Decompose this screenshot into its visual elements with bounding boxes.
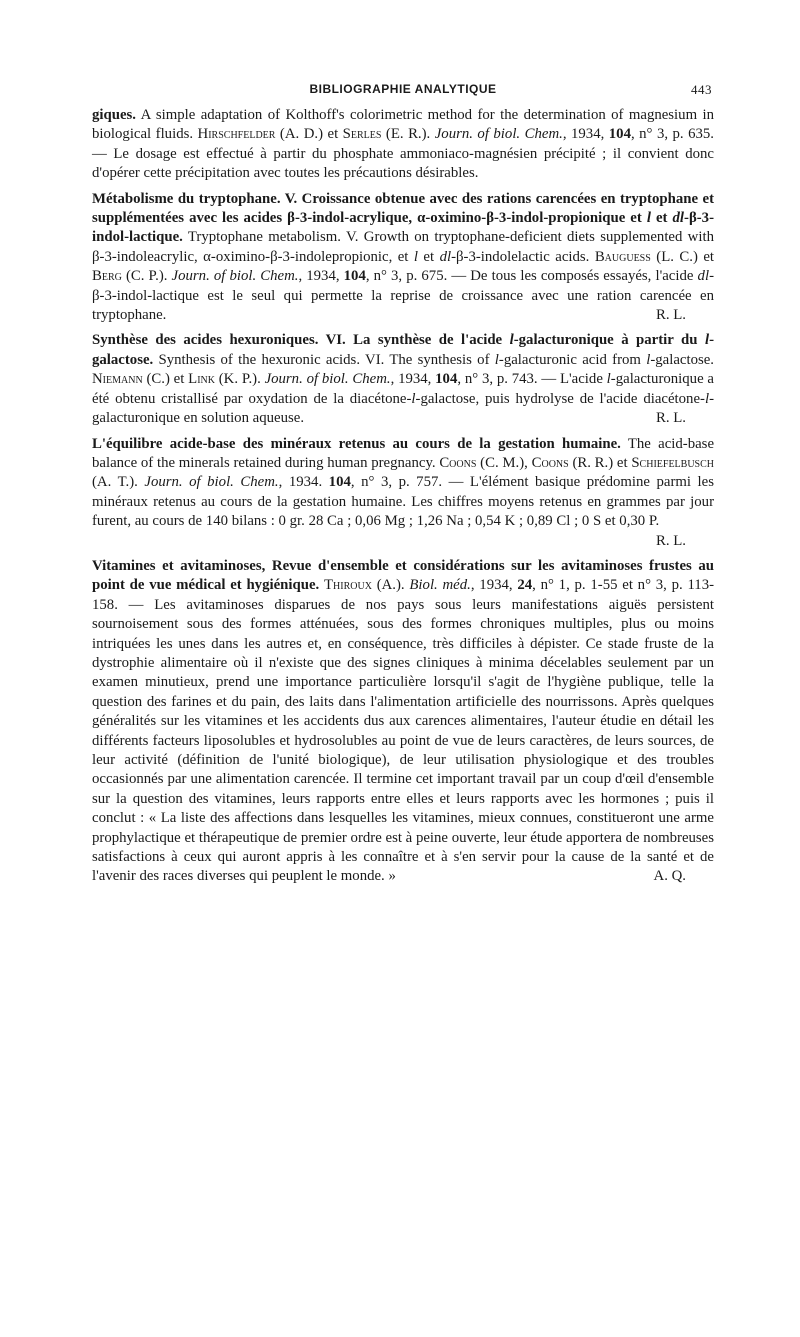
bibliography-entries xyxy=(92,106,714,887)
entry-title-segment: 24 xyxy=(517,577,533,594)
bibliography-entry xyxy=(92,106,714,184)
entry-text-segment: , 1934. xyxy=(278,474,329,491)
entry-signature: R. L. xyxy=(655,532,686,549)
entry-title-segment: Vitamines et avitaminoses, Revue d'ensemble et considérations sur les avitaminoses frustes au point de vue médical et hygiénique. xyxy=(92,557,714,594)
journal-name: l xyxy=(646,351,651,368)
entry-text-segment: Tryptophane metabolism. V. Growth on tryptophane-deficient diets supplemented with β-3-indoleacrylic, α-oximino-β-3-indolepropionic, et xyxy=(92,229,714,265)
author-name: Thiroux xyxy=(324,577,372,594)
journal-name: dl xyxy=(697,268,710,285)
running-header xyxy=(92,82,714,106)
page xyxy=(92,82,714,893)
entry-title-segment: 104 xyxy=(435,371,458,388)
entry-text-segment: et xyxy=(417,248,440,265)
author-name: Link xyxy=(188,371,215,388)
entry-title-segment: et xyxy=(650,210,673,227)
entry-text-segment: (L. C.) et xyxy=(650,248,714,265)
entry-text-segment: , n° 3, p. 675. — De tous les composés essayés, l'acide xyxy=(365,268,698,285)
author-name: Coons xyxy=(439,454,477,471)
entry-signature: R. L. xyxy=(655,307,686,324)
entry-title-segment: L'équilibre acide-base des minéraux retenus au cours de la gestation humaine. xyxy=(92,435,621,452)
journal-name: Journ. of biol. Chem. xyxy=(171,268,299,285)
entry-text-segment: Synthesis of the hexuronic acids. VI. The synthesis of xyxy=(153,351,495,368)
entry-text-segment: (C. M.), xyxy=(476,454,532,471)
author-name: Hirschfelder xyxy=(197,126,276,143)
entry-title-segment: l xyxy=(704,332,710,349)
page-number: 443 xyxy=(691,82,712,97)
entry-text-segment: , n° 3, p. 635. — Le dosage est effectué à partir du phosphate ammoniaco-magnésien précipité ; il convient donc d'opérer cette précipitation avec toutes les précautions désirables. xyxy=(92,126,714,182)
entry-text-segment: -β-3-indol-lactique est le seul qui permette la reprise de croissance avec une ration carencée en tryptophane. xyxy=(92,268,714,324)
entry-text-segment: , 1934, xyxy=(390,371,436,388)
entry-text-segment: -galactose. xyxy=(650,351,715,368)
journal-name: Journ. of biol. Chem. xyxy=(144,474,279,491)
bibliography-entry xyxy=(92,557,714,887)
entry-text-segment: , 1934, xyxy=(470,577,518,594)
entry-text-segment: , 1934, xyxy=(298,268,344,285)
entry-text-segment: , n° 3, p. 743. — L'acide xyxy=(457,371,607,388)
entry-title-segment: Synthèse des acides hexuroniques. VI. La synthèse de l'acide xyxy=(92,332,510,349)
header-title: BIBLIOGRAPHIE ANALYTIQUE xyxy=(309,82,497,96)
journal-name: l xyxy=(704,390,710,407)
entry-text-segment: -galacturonic acid from xyxy=(498,351,647,368)
entry-text-segment: (C.) et xyxy=(142,371,189,388)
entry-text-segment: (A. T.). xyxy=(92,474,145,491)
entry-title-segment: -β-3-indol-lactique. xyxy=(92,210,714,246)
entry-signature: R. L. xyxy=(655,410,686,427)
author-name: Bauguess xyxy=(594,248,651,265)
author-name: Berg xyxy=(92,268,122,285)
author-name: Serles xyxy=(342,126,382,143)
entry-text-segment: (K. P.). xyxy=(214,371,265,388)
entry-title-segment: l xyxy=(509,332,514,349)
bibliography-entry xyxy=(92,435,714,551)
journal-name: l xyxy=(413,248,418,265)
entry-text-segment: -β-3-indolelactic acids. xyxy=(451,248,595,265)
entry-title-segment: 104 xyxy=(343,268,366,285)
entry-text-segment: (A.). xyxy=(371,577,410,594)
entry-text-segment: The acid-base balance of the minerals retained during human pregnancy. xyxy=(92,435,715,471)
entry-text-segment: -galacturonique en solution aqueuse. xyxy=(92,390,715,427)
entry-text-segment: -galactose, puis hydrolyse de l'acide diacétone- xyxy=(415,390,705,407)
journal-name: dl xyxy=(439,248,452,265)
entry-text-segment: (R. R.) et xyxy=(568,454,632,471)
journal-name: l xyxy=(494,351,499,368)
journal-name: Journ. of biol. Chem. xyxy=(264,371,391,388)
entry-text-segment: , 1934, xyxy=(562,126,609,143)
entry-title-segment: 104 xyxy=(328,474,351,491)
author-name: Niemann xyxy=(92,371,143,388)
entry-text-segment: (E. R.). xyxy=(381,126,435,143)
entry-title-segment: -galactose. xyxy=(92,332,715,368)
author-name: Schiefelbusch xyxy=(631,454,715,471)
entry-title-segment: l xyxy=(646,210,651,227)
journal-name: l xyxy=(606,371,611,388)
entry-title-segment: 104 xyxy=(608,126,631,143)
bibliography-entry xyxy=(92,190,714,326)
entry-text-segment: A simple adaptation of Kolthoff's colorimetric method for the determination of magnesium in biological fluids. xyxy=(92,107,714,143)
entry-title-segment: dl xyxy=(672,210,685,227)
journal-name: l xyxy=(411,390,416,407)
entry-text-segment: (C. P.). xyxy=(121,268,172,285)
bibliography-entry xyxy=(92,331,714,428)
journal-name: Biol. méd. xyxy=(409,577,471,594)
entry-text-segment: -galacturonique a été obtenu cristallisé par oxydation de la diacétone- xyxy=(92,371,714,407)
entry-text-segment: , n° 1, p. 1-55 et n° 3, p. 113-158. — Les avitaminoses disparues de nos pays sous leurs manifestations aiguës persistent sournoisement sous des formes atténuées, sous des formes chroniques multiples, plus ou moins intriquées les unes dans les autres et, en conséquence, très difficiles à dépister. Ce stade fruste de la dystrophie alimentaire où il n'existe que des signes cliniques à minima décelables seulement par un examen minutieux, prend une importance particulière lorsqu'il s'agit de l'hygiène publique, telle la question des farines et du pain, des laits dans l'alimentation artificielle des nourrissons. Après quelques généralités sur les vitamines et les accidents dus aux carences alimentaires, l'auteur étudie en détail les différents facteurs liposolubles et hydrosolubles au point de vue de leurs caractères, de leurs sources, de leur activité (définition de l'unité biologique), de leur utilisation physiologique et des troubles occasionnés par une alimentation carencée. Il termine cet important travail par un coup d'œil d'ensemble sur la question des vitamines, leurs rapports entre elles et leurs rapports avec les hormones ; puis il conclut : « La liste des affections dans lesquelles les vitamines, mieux connues, constitueront une arme prophylactique et thérapeutique de premier ordre est à peine ouverte, leur étude apportera de nombreuses satisfactions à ceux qui auront appris à les connaître et à s'en servir pour la cause de la santé et de l'avenir des races diverses qui peuplent le monde. » xyxy=(92,577,715,885)
journal-name: Journ. of biol. Chem. xyxy=(434,126,563,143)
entry-title-segment: -galacturonique à partir du xyxy=(513,332,705,349)
author-name: Coons xyxy=(531,454,569,471)
entry-title-segment: Métabolisme du tryptophane. V. Croissance obtenue avec des rations carencées en tryptophane et supplémentées avec les acides β-3-indol-acrylique, α-oximino-β-3-indol-propionique et xyxy=(92,190,714,227)
entry-title-segment: giques. xyxy=(92,107,136,123)
entry-text-segment: , n° 3, p. 757. — L'élément basique prédomine parmi les minéraux retenus au cours de la gestation humaine. Les chiffres moyens retenus en grammes par jour furent, au cours de 140 bilans : 0 gr. 28 Ca ; 0,06 Mg ; 1,26 Na ; 0,54 K ; 0,89 Cl ; 0 S et 0,30 P. xyxy=(92,474,714,530)
entry-signature: A. Q. xyxy=(653,868,686,885)
entry-text-segment: (A. D.) et xyxy=(275,126,343,143)
